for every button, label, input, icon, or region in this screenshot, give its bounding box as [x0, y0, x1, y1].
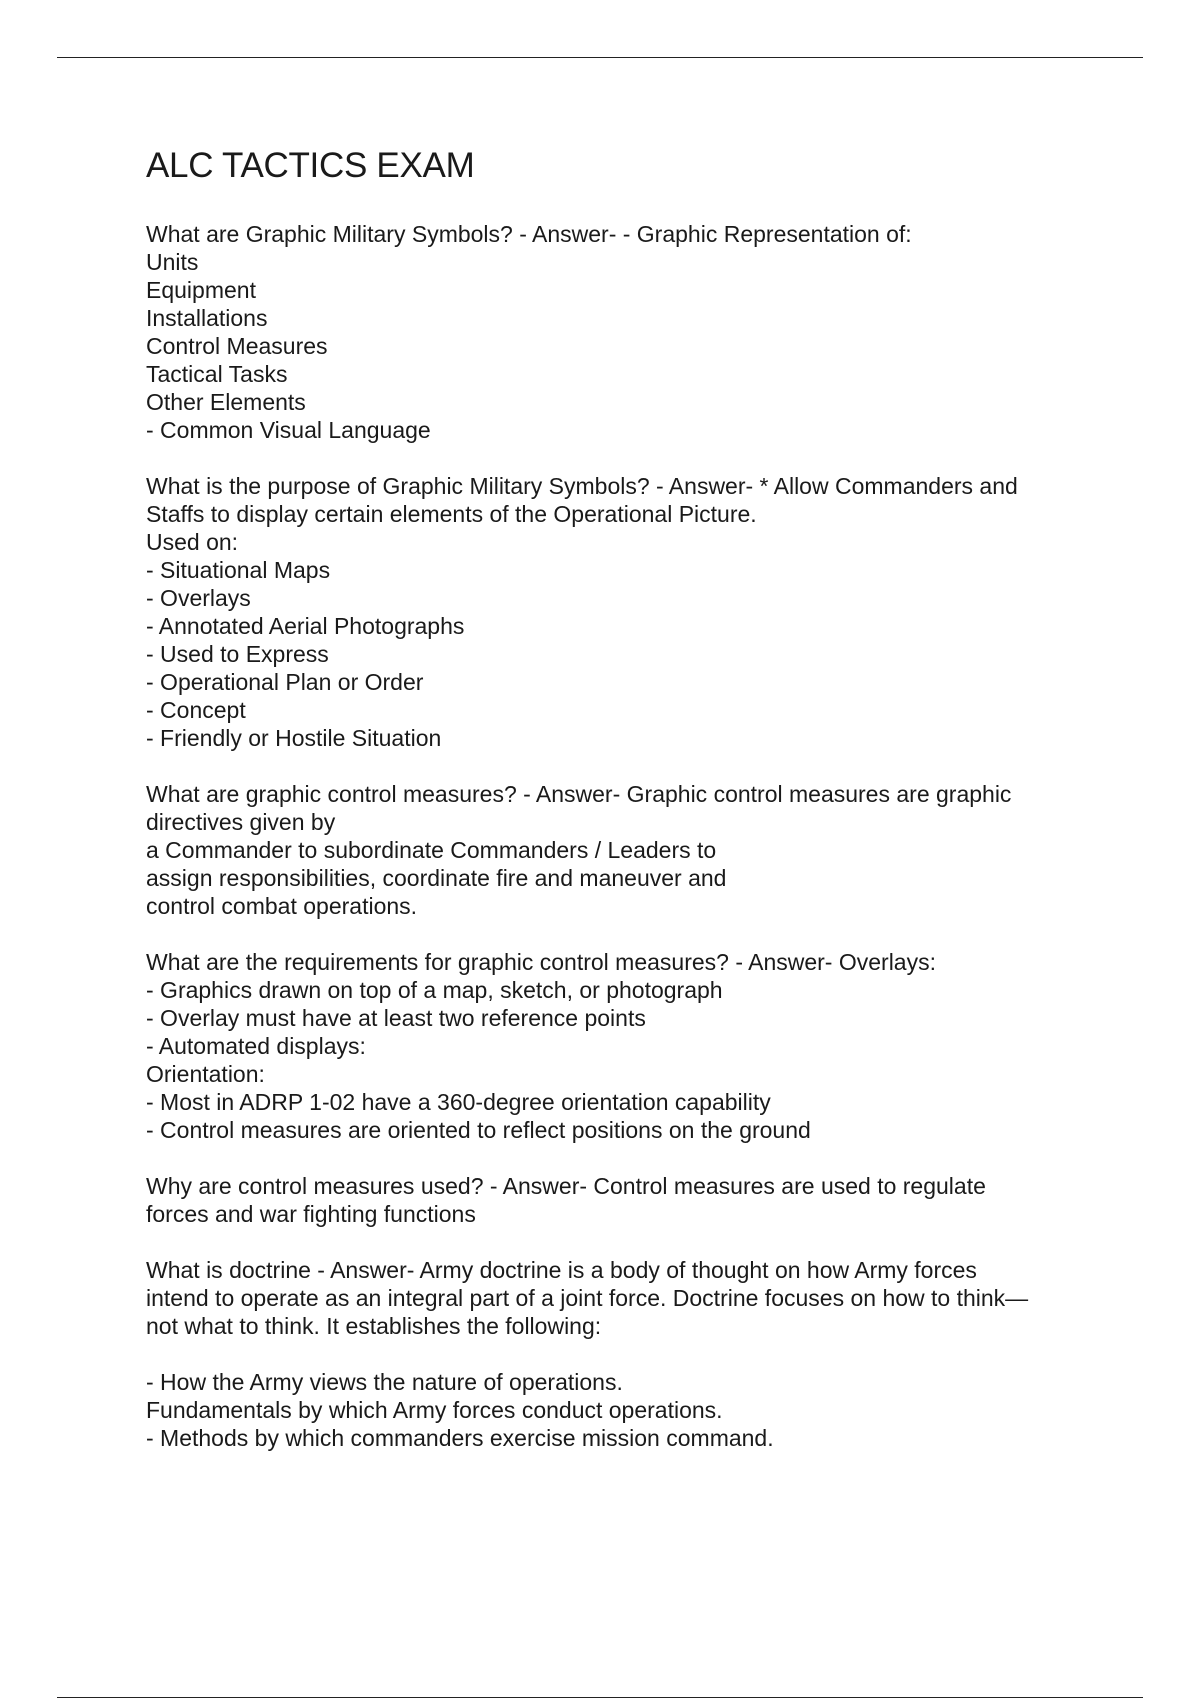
answer-line: Used on:	[146, 529, 239, 555]
answer-line: Tactical Tasks	[146, 361, 288, 387]
answer-line: - Situational Maps	[146, 557, 331, 583]
answer-line: Control Measures	[146, 333, 328, 359]
footer-rule	[57, 1697, 1143, 1698]
answer-line: control combat operations.	[146, 893, 418, 919]
answer-line: - Operational Plan or Order	[146, 669, 424, 695]
answer-line: Fundamentals by which Army forces conduct operations.	[146, 1397, 723, 1423]
answer-line: - Friendly or Hostile Situation	[146, 725, 442, 751]
answer-line: Installations	[146, 305, 268, 331]
answer-line: intend to operate as an integral part of a joint force. Doctrine focuses on how to think—	[146, 1285, 1029, 1311]
question-line: What are the requirements for graphic control measures? - Answer- Overlays:	[146, 949, 936, 975]
answer-line: - Overlay must have at least two reference points	[146, 1005, 646, 1031]
page-title: ALC TACTICS EXAM	[146, 146, 475, 185]
blank-line	[146, 1340, 1086, 1368]
question-line: Why are control measures used? - Answer- Control measures are used to regulate	[146, 1173, 986, 1199]
qa-block	[146, 472, 1086, 752]
answer-line: Units	[146, 249, 199, 275]
question-line: What are graphic control measures? - Answer- Graphic control measures are graphic	[146, 781, 1012, 807]
answer-line: directives given by	[146, 809, 336, 835]
document-body	[146, 140, 1086, 1480]
answer-line: - Most in ADRP 1-02 have a 360-degree orientation capability	[146, 1089, 771, 1115]
answer-line: - How the Army views the nature of operations.	[146, 1369, 623, 1395]
answer-line: - Graphics drawn on top of a map, sketch, or photograph	[146, 977, 723, 1003]
qa-list	[146, 220, 1086, 1452]
question-line: What is the purpose of Graphic Military Symbols? - Answer- * Allow Commanders and	[146, 473, 1018, 499]
answer-line: Staffs to display certain elements of the Operational Picture.	[146, 501, 757, 527]
answer-line: - Common Visual Language	[146, 417, 431, 443]
qa-block	[146, 1172, 1086, 1228]
answer-line: Other Elements	[146, 389, 306, 415]
question-line: What are Graphic Military Symbols? - Answer- - Graphic Representation of:	[146, 221, 912, 247]
answer-line: - Control measures are oriented to reflect positions on the ground	[146, 1117, 811, 1143]
answer-line: - Automated displays:	[146, 1033, 366, 1059]
answer-line: Equipment	[146, 277, 256, 303]
answer-line: - Annotated Aerial Photographs	[146, 613, 465, 639]
qa-block	[146, 220, 1086, 444]
answer-line: a Commander to subordinate Commanders / Leaders to	[146, 837, 717, 863]
answer-line: assign responsibilities, coordinate fire and maneuver and	[146, 865, 727, 891]
answer-line: - Concept	[146, 697, 246, 723]
answer-line: not what to think. It establishes the following:	[146, 1313, 602, 1339]
answer-line: - Used to Express	[146, 641, 329, 667]
answer-line: - Overlays	[146, 585, 251, 611]
answer-line: Orientation:	[146, 1061, 265, 1087]
qa-block	[146, 1256, 1086, 1452]
header-rule	[57, 57, 1143, 58]
answer-line: forces and war fighting functions	[146, 1201, 476, 1227]
qa-block	[146, 948, 1086, 1144]
qa-block	[146, 780, 1086, 920]
answer-line: - Methods by which commanders exercise mission command.	[146, 1425, 774, 1451]
question-line: What is doctrine - Answer- Army doctrine is a body of thought on how Army forces	[146, 1257, 977, 1283]
